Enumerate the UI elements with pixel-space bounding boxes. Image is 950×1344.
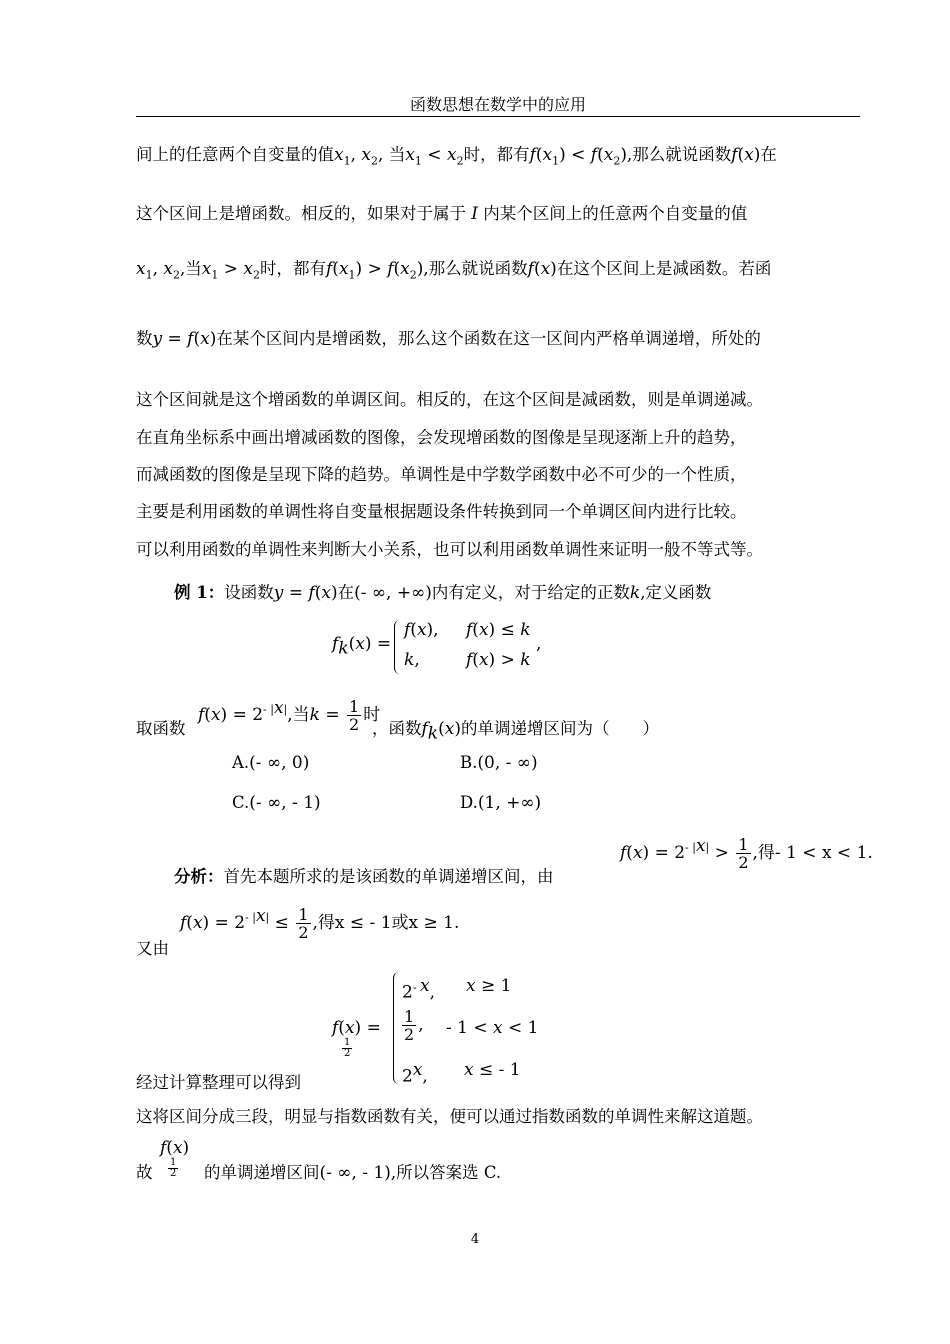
conclusion-func: f(x) [160,1138,190,1158]
question-line: ，函数$f_k(x)$的单调递增区间为（ ） [372,719,659,744]
analysis-formula-2: $f(x) = 2^{- |x|}$ ≤ $\frac{1}{2}$ ,得x ≤ - 1或x ≥ 1. [180,905,460,942]
body-line-4: 数y = f(x)在某个区间内是增函数，那么这个函数在这一区间内严格单调递增，所处的 [136,329,761,349]
body-line-9: 可以利用函数的单调性来判断大小关系，也可以利用函数单调性来证明一般不等式等。 [136,540,763,559]
take-function-line: 取函数 [136,719,186,738]
header-rule [136,116,860,117]
body-line-2: 这个区间上是增函数。相反的，如果对于属于 I 内某个区间上的任意两个自变量的值 [136,204,748,224]
running-header: 函数思想在数学中的应用 [409,95,586,114]
option-a[interactable]: A.(- ∞, 0) [232,753,310,773]
conclusion-func-sub: $\frac{1}{2}$ [170,1157,177,1179]
analysis-line: 分析：首先本题所求的是该函数的单调递增区间，由 [174,867,554,886]
body-line-7: 而减函数的图像是呈现下降的趋势。单调性是中学数学函数中必不可少的一个性质， [136,465,747,484]
three-segments-line: 这将区间分成三段，明显与指数函数有关，便可以通过指数函数的单调性来解这道题。 [136,1107,763,1126]
take-function-formula: $f(x) = 2^{- |x|}$,当k = $\frac{1}{2}$ 时 [198,697,381,734]
after-calc-line: 经过计算整理可以得到 [136,1073,301,1092]
option-d[interactable]: D.(1, +∞) [460,793,542,813]
example-label: 例 1 [174,583,208,602]
option-c[interactable]: C.(- ∞, - 1) [232,793,321,813]
conclusion-line-b: 的单调递增区间(- ∞, - 1),所以答案选 C. [204,1163,502,1183]
example-1-statement: 例 1：设函数y = f(x)在(- ∞, +∞)内有定义，对于给定的正数k,定义函数 [174,583,712,603]
again-by-line: 又由 [136,939,169,958]
body-line-5: 这个区间就是这个增函数的单调区间。相反的，在这个区间是减函数，则是单调递减。 [136,390,763,409]
page-number: 4 [470,1232,480,1247]
conclusion-line: 故 [136,1163,153,1182]
option-b[interactable]: B.(0, - ∞) [460,753,538,773]
body-line-3: $x_1$, $x_2$,当$x_1 > x_2$时，都有$f(x_1) > f(x_2)$,那么就说函数f(x)在这个区间上是减函数。若函 [136,259,772,282]
body-line-8: 主要是利用函数的单调性将自变量根据题设条件转换到同一个单调区间内进行比较。 [136,502,747,521]
analysis-label: 分析 [174,867,207,886]
body-line-6: 在直角坐标系中画出增减函数的图像，会发现增函数的图像是呈现逐渐上升的趋势， [136,428,747,447]
body-line-1: 间上的任意两个自变量的值$x_1$, $x_2$, 当$x_1 < x_2$时，都有$f(x_1) < f(x_2)$,那么就说函数f(x)在 [136,145,777,168]
analysis-formula-1: $f(x) = 2^{- |x|}$ > $\frac{1}{2}$ ,得- 1 < x < 1. [620,835,873,872]
